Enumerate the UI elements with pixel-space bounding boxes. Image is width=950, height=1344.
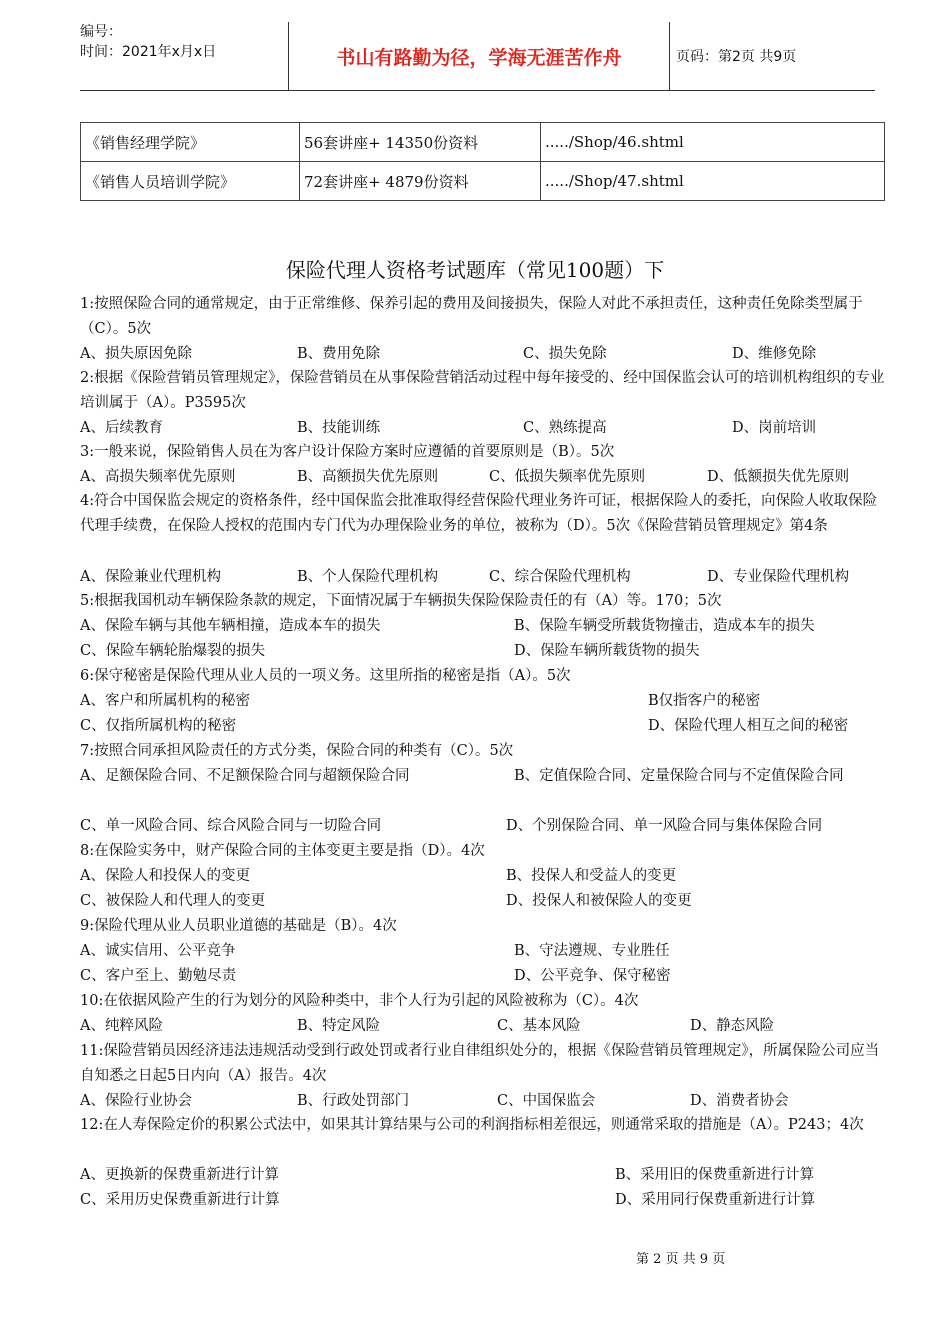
options-row	[80, 964, 886, 988]
option: A、保险兼业代理机构	[80, 569, 221, 585]
option: A、保险车辆与其他车辆相撞，造成本车的损失	[80, 618, 381, 634]
page-header	[80, 22, 875, 91]
options-row	[80, 416, 886, 440]
option: B、高额损失优先原则	[297, 469, 439, 485]
option: B、费用免除	[297, 346, 381, 362]
option: D、采用同行保费重新进行计算	[615, 1192, 816, 1208]
options-row	[80, 1163, 886, 1187]
question-stem: 6:保守秘密是保险代理从业人员的一项义务。这里所指的秘密是指（A）。5次	[80, 668, 571, 684]
question-stem: 3:一般来说，保险销售人员在为客户设计保险方案时应遵循的首要原则是（B）。5次	[80, 444, 615, 460]
option: A、更换新的保费重新进行计算	[80, 1167, 279, 1183]
options-row	[80, 465, 886, 489]
question-stem: 9:保险代理从业人员职业道德的基础是（B）。4次	[80, 918, 397, 934]
question-stem: 11:保险营销员因经济违法违规活动受到行政处罚或者行业自律组织处分的，根据《保险营销员管理规定》，所属保险公司应当自知悉之日起5日内向（A）报告。4次	[80, 1043, 880, 1084]
question-stem: 8:在保险实务中，财产保险合同的主体变更主要是指（D）。4次	[80, 843, 485, 859]
serial-label: 编号：	[80, 24, 122, 40]
options-row	[80, 639, 886, 663]
option: B、定值保险合同、定量保险合同与不定值保险合同	[514, 768, 844, 784]
option: C、中国保监会	[497, 1093, 596, 1109]
option: C、保险车辆轮胎爆裂的损失	[80, 643, 266, 659]
option: A、足额保险合同、不足额保险合同与超额保险合同	[80, 768, 410, 784]
resource-content: 56套讲座+ 14350份资料	[300, 123, 541, 162]
option: A、高损失频率优先原则	[80, 469, 236, 485]
option: C、低损失频率优先原则	[489, 469, 646, 485]
time-label: 时间：2021年x月x日	[80, 44, 217, 60]
option: D、个别保险合同、单一风险合同与集体保险合同	[506, 818, 823, 834]
options-row	[80, 939, 886, 963]
options-row	[80, 1014, 886, 1038]
option: D、维修免除	[732, 346, 817, 362]
option: B、技能训练	[297, 420, 381, 436]
option: D、低额损失优先原则	[707, 469, 850, 485]
option: D、投保人和被保险人的变更	[506, 893, 692, 909]
option: D、消费者协会	[690, 1093, 789, 1109]
option: D、公平竞争、保守秘密	[514, 968, 671, 984]
header-meta	[80, 22, 288, 90]
page-footer: 第 2 页 共 9 页	[636, 1252, 726, 1267]
table-row	[81, 123, 885, 162]
options-row	[80, 614, 886, 638]
question-stem: 5:根据我国机动车辆保险条款的规定，下面情况属于车辆损失保险保险责任的有（A）等。170；5次	[80, 593, 722, 609]
option: C、损失免除	[523, 346, 607, 362]
option: C、综合保险代理机构	[489, 569, 631, 585]
option: A、保险人和投保人的变更	[80, 868, 250, 884]
option: C、采用历史保费重新进行计算	[80, 1192, 280, 1208]
option: C、单一风险合同、综合风险合同与一切险合同	[80, 818, 382, 834]
option: D、保险代理人相互之间的秘密	[648, 718, 849, 734]
resource-link[interactable]: ...../Shop/47.shtml	[541, 162, 885, 201]
options-row	[80, 889, 886, 913]
option: B、投保人和受益人的变更	[506, 868, 677, 884]
option: B仅指客户的秘密	[648, 693, 761, 709]
resource-name: 《销售人员培训学院》	[81, 162, 300, 201]
option: A、保险行业协会	[80, 1093, 192, 1109]
options-row	[80, 714, 886, 738]
question-stem: 12:在人寿保险定价的积累公式法中，如果其计算结果与公司的利润指标相差很远，则通常采取的措施是（A）。P243；4次	[80, 1117, 864, 1133]
header-page-info: 页码：第2页 共9页	[676, 49, 797, 65]
option: A、纯粹风险	[80, 1018, 163, 1034]
option: A、客户和所属机构的秘密	[80, 693, 250, 709]
option: C、基本风险	[497, 1018, 581, 1034]
option: D、岗前培训	[732, 420, 817, 436]
header-motto-box	[288, 22, 670, 90]
question-stem: 2:根据《保险营销员管理规定》，保险营销员在从事保险营销活动过程中每年接受的、经中国保监会认可的培训机构组织的专业培训属于（A）。P3595次	[80, 370, 885, 411]
question-stem: 1:按照保险合同的通常规定，由于正常维修、保养引起的费用及间接损失，保险人对此不承担责任，这种责任免除类型属于（C）。5次	[80, 296, 863, 337]
option-wrapped	[514, 764, 886, 789]
options-row	[80, 1089, 886, 1113]
options-row	[80, 689, 886, 713]
resource-name: 《销售经理学院》	[81, 123, 300, 162]
option: D、专业保险代理机构	[707, 569, 850, 585]
option: A、后续教育	[80, 420, 163, 436]
options-row	[80, 342, 886, 366]
options-row	[80, 864, 886, 888]
option: C、熟练提高	[523, 420, 607, 436]
resource-content: 72套讲座+ 4879份资料	[300, 162, 541, 201]
option: C、客户至上、勤勉尽责	[80, 968, 237, 984]
option: B、个人保险代理机构	[297, 569, 439, 585]
question-stem: 4:符合中国保监会规定的资格条件，经中国保监会批准取得经营保险代理业务许可证，根据保险人的委托，向保险人收取保险代理手续费，在保险人授权的范围内专门代为办理保险业务的单位，被称为（D）。5次《保险营销员管理规定》第4条	[80, 493, 878, 534]
option: B、特定风险	[297, 1018, 381, 1034]
option: B、保险车辆受所载货物撞击，造成本车的损失	[514, 618, 815, 634]
option: A、诚实信用、公平竞争	[80, 943, 236, 959]
option: C、仅指所属机构的秘密	[80, 718, 237, 734]
option: B、行政处罚部门	[297, 1093, 410, 1109]
options-row	[80, 565, 886, 589]
resource-link[interactable]: ...../Shop/46.shtml	[541, 123, 885, 162]
option: A、损失原因免除	[80, 346, 192, 362]
question-stem: 10:在依据风险产生的行为划分的风险种类中，非个人行为引起的风险被称为（C）。4次	[80, 993, 639, 1009]
table-row	[81, 162, 885, 201]
option: B、采用旧的保费重新进行计算	[615, 1167, 815, 1183]
motto: 书山有路勤为径，学海无涯苦作舟	[336, 46, 622, 69]
options-row	[80, 1188, 886, 1212]
option: D、静态风险	[690, 1018, 775, 1034]
document-title: 保险代理人资格考试题库（常见100题）下	[285, 258, 665, 282]
option: C、被保险人和代理人的变更	[80, 893, 266, 909]
option: D、保险车辆所载货物的损失	[514, 643, 700, 659]
resource-table	[80, 122, 885, 201]
question-stem: 7:按照合同承担风险责任的方式分类，保险合同的种类有（C）。5次	[80, 743, 514, 759]
options-row	[80, 814, 886, 838]
option: B、守法遵规、专业胜任	[514, 943, 670, 959]
